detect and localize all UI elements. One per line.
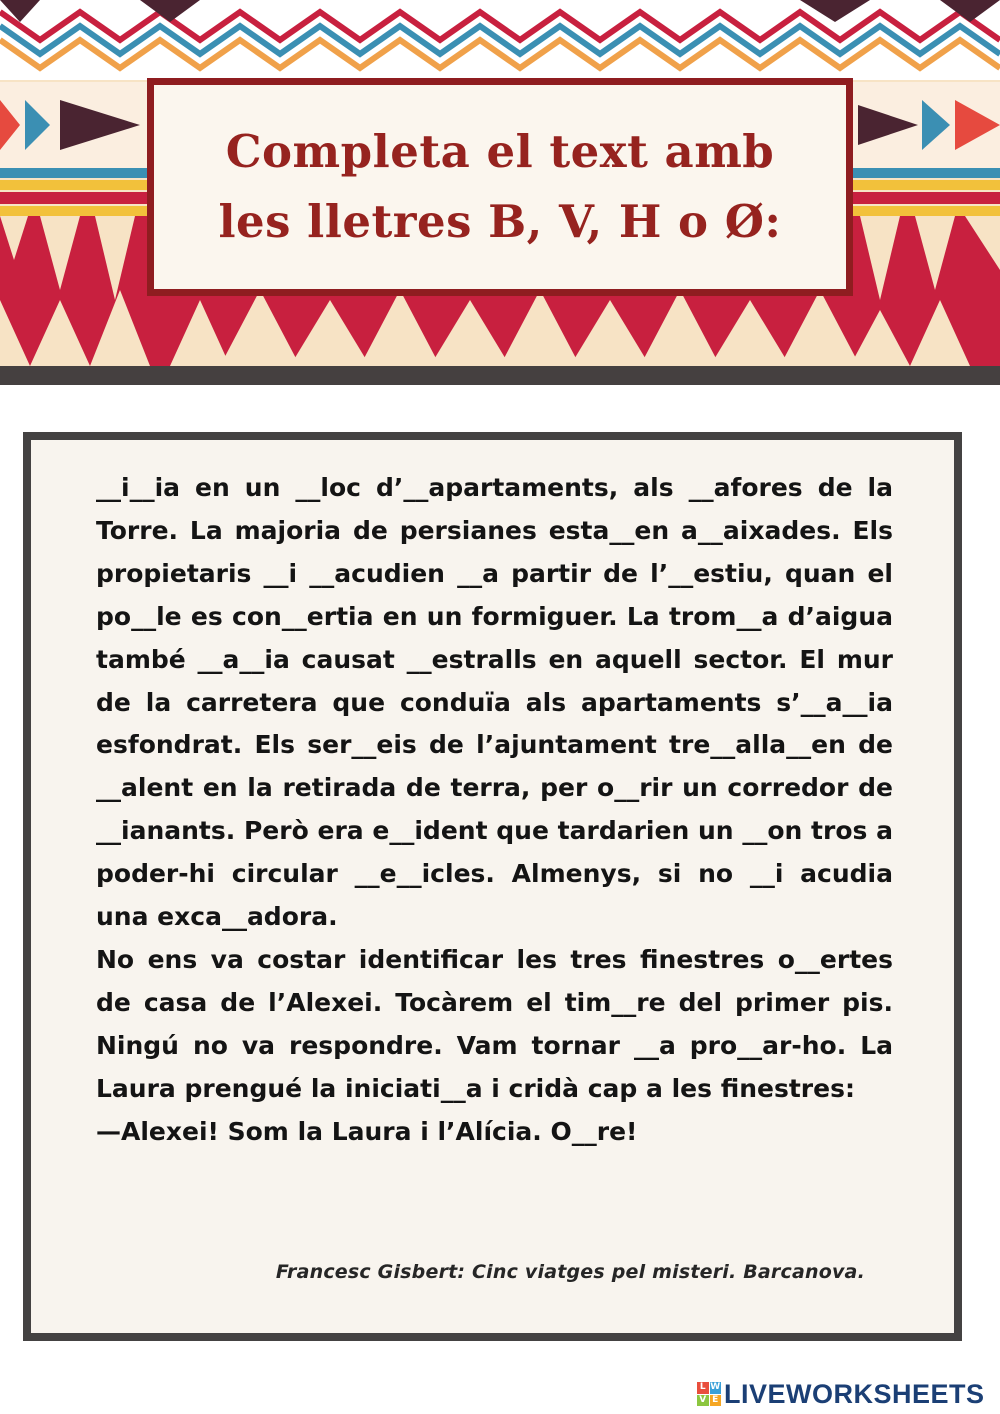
paragraph-2: No ens va costar identificar les tres finestres o__ertes de casa de l’Alexei. Tocàrem el tim__re del primer pis. Ningú no va respondre. Vam tornar __a pro__ar-ho. La Laura prengué la iniciati__a i cridà cap a les finestres: bbox=[96, 944, 893, 1103]
brand-name: LIVEWORKSHEETS bbox=[724, 1378, 985, 1409]
title-box bbox=[147, 78, 853, 296]
logo-letter: L bbox=[697, 1382, 709, 1394]
title-line-1: Completa el text amb bbox=[225, 125, 775, 178]
logo-letter: W bbox=[710, 1382, 721, 1392]
exercise-text bbox=[96, 467, 893, 1154]
exercise-text-panel bbox=[23, 432, 962, 1341]
source-citation: Francesc Gisbert: Cinc viatges pel misteri. Barcanova. bbox=[275, 1261, 865, 1283]
paragraph-1: __i__ia en un __loc d’__apartaments, als __afores de la Torre. La majoria de persianes esta__en a__aixades. Els propietaris __i __acudien __a partir de l’__estiu, quan el po__le es con__ertia en un formiguer. La trom__a d’aigua també __a__ia causat __estralls en aquell sector. El mur de la carretera que conduïa als apartaments s’__a__ia esfondrat. Els ser__eis de l’ajuntament tre__alla__en de __alent en la retirada de terra, per o__rir un corredor de __ianants. Però era e__ident que tardarien un __on tros a poder-hi circular __e__icles. Almenys, si no __i acudia una exca__adora. bbox=[96, 473, 893, 932]
liveworksheets-icon bbox=[697, 1382, 721, 1406]
title-line-2: les lletres B, V, H o Ø: bbox=[218, 195, 782, 248]
logo-letter: V bbox=[697, 1395, 709, 1407]
paragraph-3: —Alexei! Som la Laura i l’Alícia. O__re! bbox=[96, 1116, 638, 1146]
logo-letter: E bbox=[710, 1395, 722, 1407]
liveworksheets-logo bbox=[697, 1377, 985, 1411]
